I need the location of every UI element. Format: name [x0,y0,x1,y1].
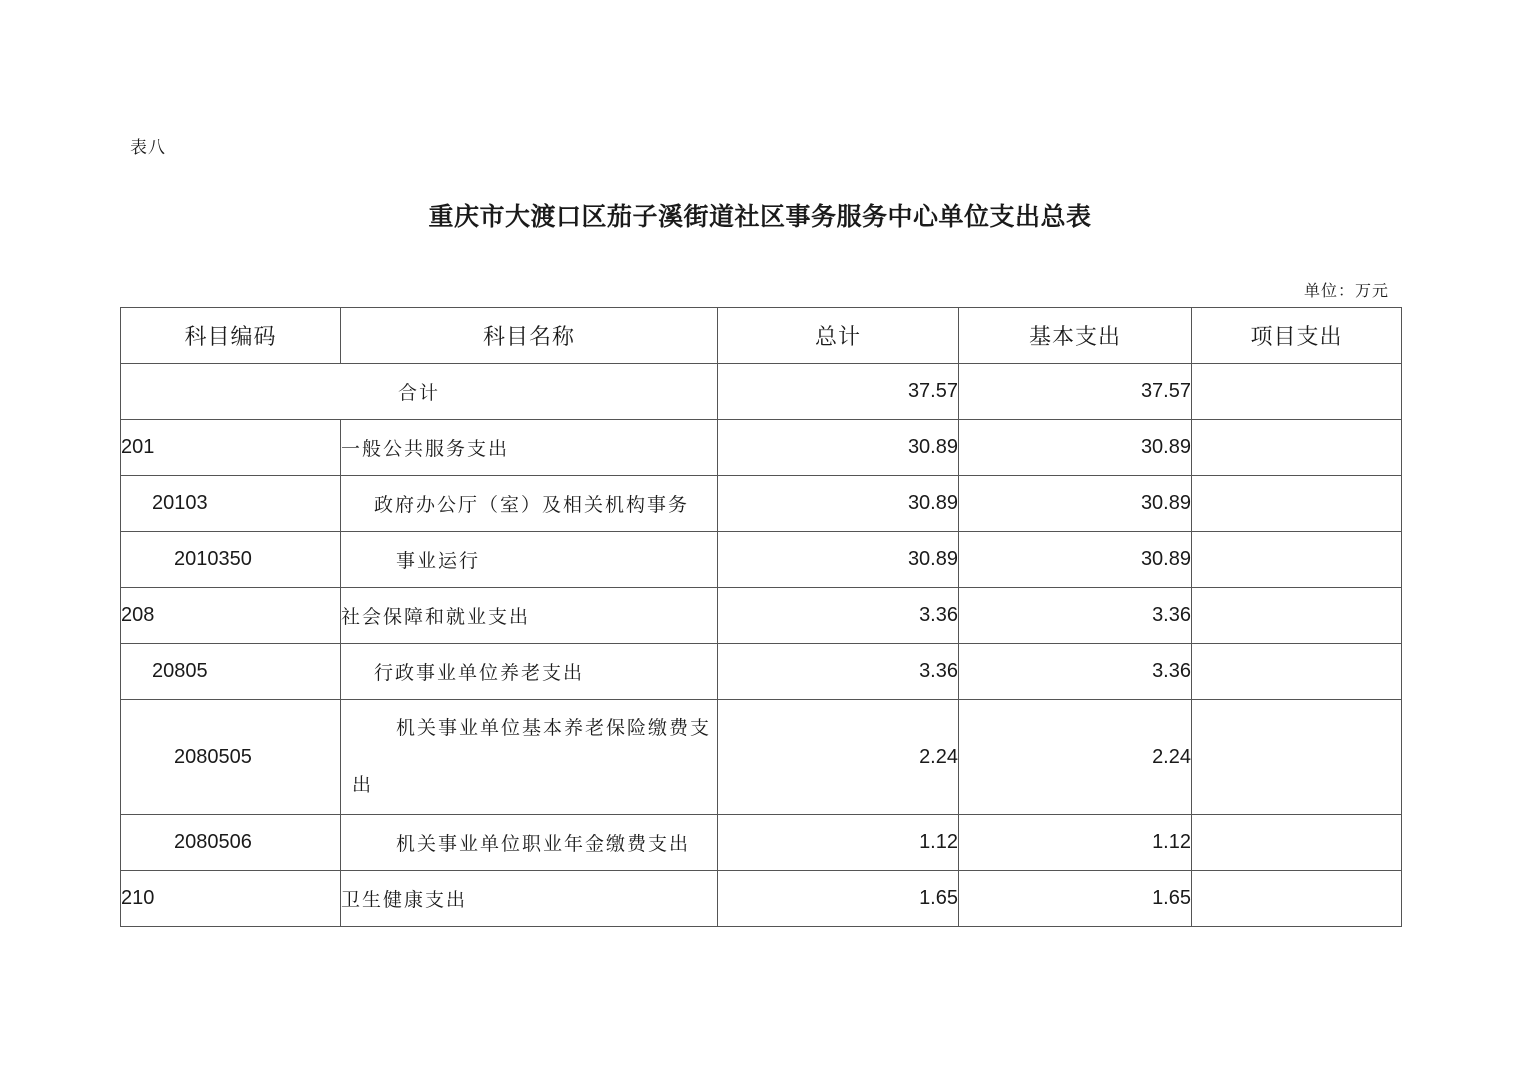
row-project [1192,532,1402,588]
summary-total: 37.57 [718,364,959,420]
table-row [121,476,1402,532]
summary-label: 合计 [121,364,718,420]
row-code: 208 [121,588,341,644]
page-title: 重庆市大渡口区茄子溪街道社区事务服务中心单位支出总表 [428,202,1092,231]
row-total: 1.12 [718,815,959,871]
row-project [1192,644,1402,700]
row-basic: 30.89 [959,476,1192,532]
row-name: 机关事业单位基本养老保险缴费支出 [341,700,718,815]
row-basic: 30.89 [959,532,1192,588]
table-row [121,532,1402,588]
header-code: 科目编码 [121,308,341,364]
row-code: 2080506 [121,815,341,871]
table-row [121,644,1402,700]
row-total: 1.65 [718,871,959,927]
row-project [1192,700,1402,815]
summary-row [121,364,1402,420]
row-basic: 1.12 [959,815,1192,871]
header-project: 项目支出 [1192,308,1402,364]
row-code: 20103 [121,476,341,532]
row-name: 一般公共服务支出 [341,420,718,476]
row-name: 机关事业单位职业年金缴费支出 [341,815,718,871]
table-label: 表八 [130,138,166,158]
table-row [121,588,1402,644]
expenditure-table [120,307,1402,927]
table-row [121,420,1402,476]
row-project [1192,588,1402,644]
row-basic: 3.36 [959,644,1192,700]
row-total: 3.36 [718,644,959,700]
row-name: 事业运行 [341,532,718,588]
row-basic: 2.24 [959,700,1192,815]
row-project [1192,420,1402,476]
header-basic: 基本支出 [959,308,1192,364]
unit-note: 单位：万元 [1303,281,1389,300]
row-code: 201 [121,420,341,476]
row-basic: 1.65 [959,871,1192,927]
table-header-row [121,308,1402,364]
row-project [1192,815,1402,871]
header-name: 科目名称 [341,308,718,364]
row-name: 政府办公厅（室）及相关机构事务 [341,476,718,532]
row-total: 3.36 [718,588,959,644]
row-total: 30.89 [718,476,959,532]
row-total: 30.89 [718,532,959,588]
summary-project [1192,364,1402,420]
table-row [121,700,1402,815]
table-row [121,815,1402,871]
row-code: 210 [121,871,341,927]
summary-basic: 37.57 [959,364,1192,420]
row-code: 2010350 [121,532,341,588]
row-code: 20805 [121,644,341,700]
header-total: 总计 [718,308,959,364]
row-project [1192,476,1402,532]
row-basic: 3.36 [959,588,1192,644]
row-code: 2080505 [121,700,341,815]
row-name: 社会保障和就业支出 [341,588,718,644]
row-basic: 30.89 [959,420,1192,476]
table-row [121,871,1402,927]
row-total: 2.24 [718,700,959,815]
row-total: 30.89 [718,420,959,476]
row-project [1192,871,1402,927]
row-name: 卫生健康支出 [341,871,718,927]
row-name: 行政事业单位养老支出 [341,644,718,700]
